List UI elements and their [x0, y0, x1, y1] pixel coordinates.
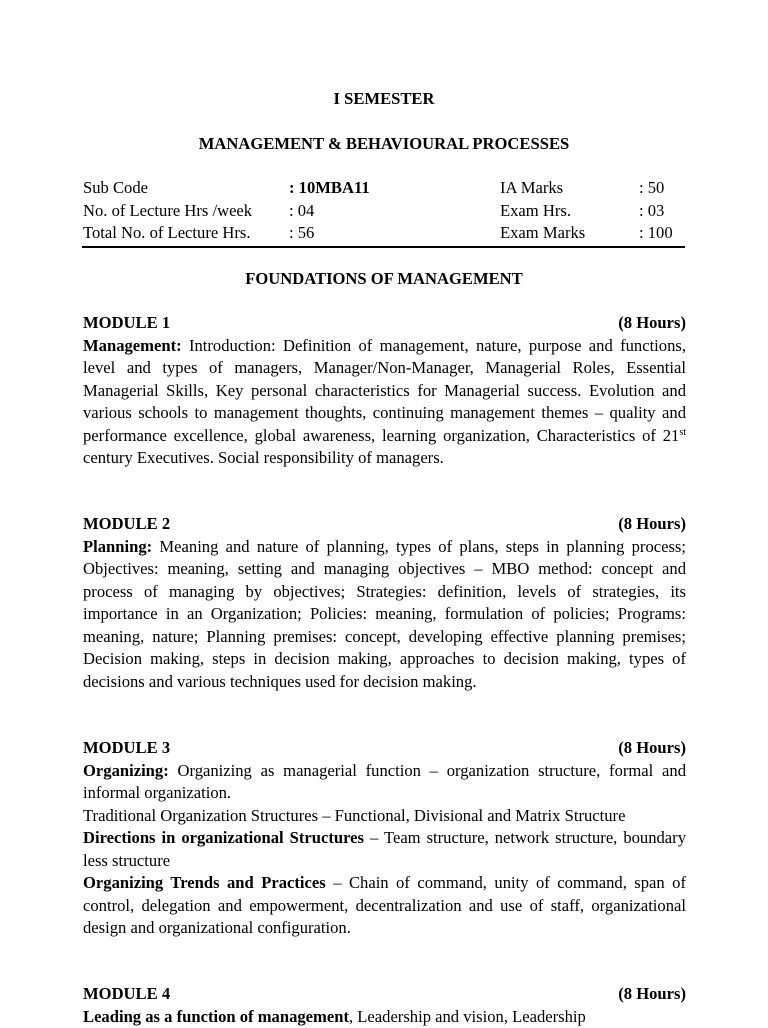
module-3-hours: (8 Hours): [618, 737, 686, 760]
module-3-p2-text: Traditional Organization Structures – Functional, Divisional and Matrix Structure: [83, 806, 625, 825]
module-4-text: , Leadership and vision, Leadership: [349, 1007, 586, 1026]
meta-row-2: [83, 200, 686, 223]
exam-marks-value: : 100: [639, 222, 673, 245]
module-3-p1-text: Organizing as managerial function – organization structure, formal and informal organization.: [83, 761, 686, 803]
module-3-p4-heading: Organizing Trends and Practices: [83, 873, 326, 892]
module-2-hours: (8 Hours): [618, 513, 686, 536]
total-lecture-value: : 56: [289, 222, 314, 245]
module-3-trends: [83, 872, 686, 940]
module-1-header: [83, 312, 686, 335]
module-4-header: [83, 983, 686, 1006]
exam-marks-label: Exam Marks: [500, 222, 585, 245]
module-4-title: MODULE 4: [83, 983, 170, 1006]
module-4-heading: Leading as a function of management: [83, 1007, 349, 1026]
exam-hrs-value: : 03: [639, 200, 664, 223]
exam-hrs-label: Exam Hrs.: [500, 200, 571, 223]
lecture-week-label: No. of Lecture Hrs /week: [83, 200, 252, 223]
module-3-p3-text: – Team structure, network structure, boundary less structure: [83, 828, 686, 870]
module-3-p3-heading: Directions in organizational Structures: [83, 828, 364, 847]
semester-heading: I SEMESTER: [0, 88, 768, 111]
sub-code-label: Sub Code: [83, 177, 148, 200]
module-1-body: [83, 335, 686, 470]
module-1-title: MODULE 1: [83, 312, 170, 335]
module-3: [83, 737, 686, 940]
module-4: [83, 983, 686, 1028]
meta-row-3: [83, 222, 686, 245]
module-2-title: MODULE 2: [83, 513, 170, 536]
module-1-text-a: Introduction: Definition of management, nature, purpose and functions, level and types of managers, Manager/Non-Manager, Managerial Roles, Essential Managerial Skills, Key personal characteristics for Managerial success. Evolution and various schools to management thoughts, continuing management themes – quality and performance excellence, global awareness, learning organization, Characteristics of 21: [83, 336, 686, 445]
module-2-text: Meaning and nature of planning, types of plans, steps in planning process; Objectives: meaning, setting and managing objectives – MBO method: concept and process of managing by objectives; Strategies: definition, levels of strategies, its importance in an Organization; Policies: meaning, formulation of policies; Programs: meaning, nature; Planning premises: concept, developing effective planning premises; Decision making, steps in decision making, approaches to decision making, types of decisions and various techniques used for decision making.: [83, 537, 686, 691]
module-3-p1-heading: Organizing:: [83, 761, 169, 780]
lecture-week-value: : 04: [289, 200, 314, 223]
module-4-body: [83, 1006, 686, 1028]
module-2-header: [83, 513, 686, 536]
ia-marks-value: : 50: [639, 177, 664, 200]
module-1: [83, 312, 686, 470]
module-3-directions: [83, 827, 686, 872]
module-3-p4-text: – Chain of command, unity of command, span of control, delegation and empowerment, decentralization and use of staff, organizational design and organizational configuration.: [83, 873, 686, 937]
total-lecture-label: Total No. of Lecture Hrs.: [83, 222, 251, 245]
module-3-title: MODULE 3: [83, 737, 170, 760]
meta-row-1: [83, 177, 686, 200]
section-title: FOUNDATIONS OF MANAGEMENT: [0, 268, 768, 291]
header-divider: [82, 246, 685, 248]
course-title: MANAGEMENT & BEHAVIOURAL PROCESSES: [0, 133, 768, 156]
module-1-heading: Management:: [83, 336, 182, 355]
module-1-sup: st: [679, 427, 686, 438]
module-2-body: [83, 536, 686, 694]
module-4-hours: (8 Hours): [618, 983, 686, 1006]
sub-code-value: : 10MBA11: [289, 177, 370, 200]
module-2: [83, 513, 686, 693]
module-2-heading: Planning:: [83, 537, 152, 556]
module-3-header: [83, 737, 686, 760]
module-3-traditional: [83, 805, 686, 828]
module-1-hours: (8 Hours): [618, 312, 686, 335]
ia-marks-label: IA Marks: [500, 177, 563, 200]
module-1-text-b: century Executives. Social responsibility of managers.: [83, 448, 444, 467]
module-3-organizing: [83, 760, 686, 805]
